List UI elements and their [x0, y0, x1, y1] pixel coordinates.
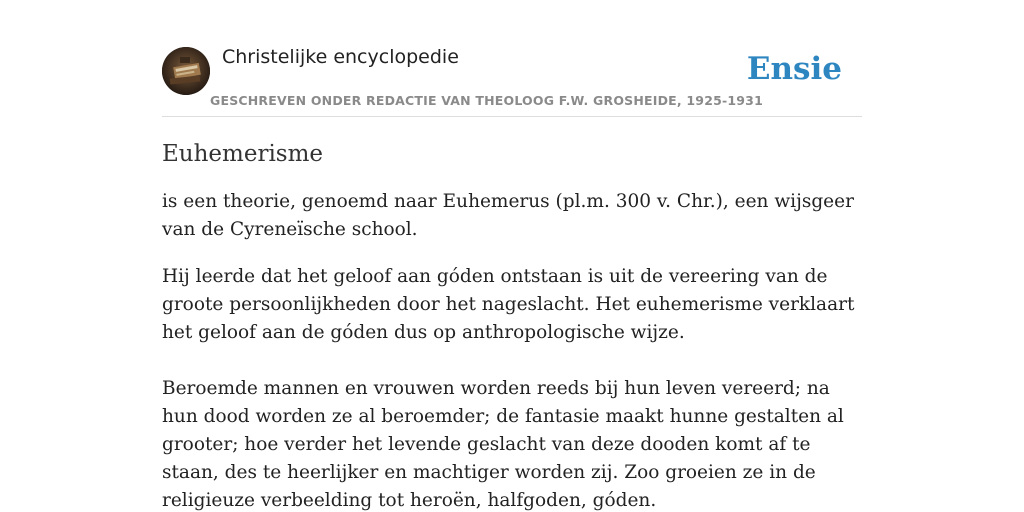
article-paragraph: is een theorie, genoemd naar Euhemerus (pl.m. 300 v. Chr.), een wijsgeer van de Cyreneïsche school. [162, 191, 854, 240]
source-title[interactable]: Christelijke encyclopedie [222, 46, 459, 68]
article-content [162, 138, 862, 512]
entry-title: Euhemerisme [162, 141, 324, 167]
source-subtitle: GESCHREVEN ONDER REDACTIE VAN THEOLOOG F.W. GROSHEIDE, 1925-1931 [210, 93, 763, 108]
source-avatar[interactable] [162, 47, 210, 95]
article-paragraph: Hij leerde dat het geloof aan góden ontstaan is uit de vereering van de groote persoonlijkheden door het nageslacht. Het euhemerisme verklaart het geloof aan de góden dus op anthropologische wijze. [162, 266, 855, 343]
article-paragraph: Beroemde mannen en vrouwen worden reeds bij hun leven vereerd; na hun dood worden ze al beroemder; de fantasie maakt hunne gestalten al grooter; hoe verder het levende geslacht van deze dooden komt af te staan, des te heerlijker en machtiger worden zij. Zoo groeien ze in de religieuze verbeelding tot heroën, halfgoden, góden. [162, 378, 844, 511]
brand-logo[interactable]: Ensie [746, 51, 842, 87]
source-header [162, 46, 862, 117]
book-cover-icon [162, 47, 210, 95]
